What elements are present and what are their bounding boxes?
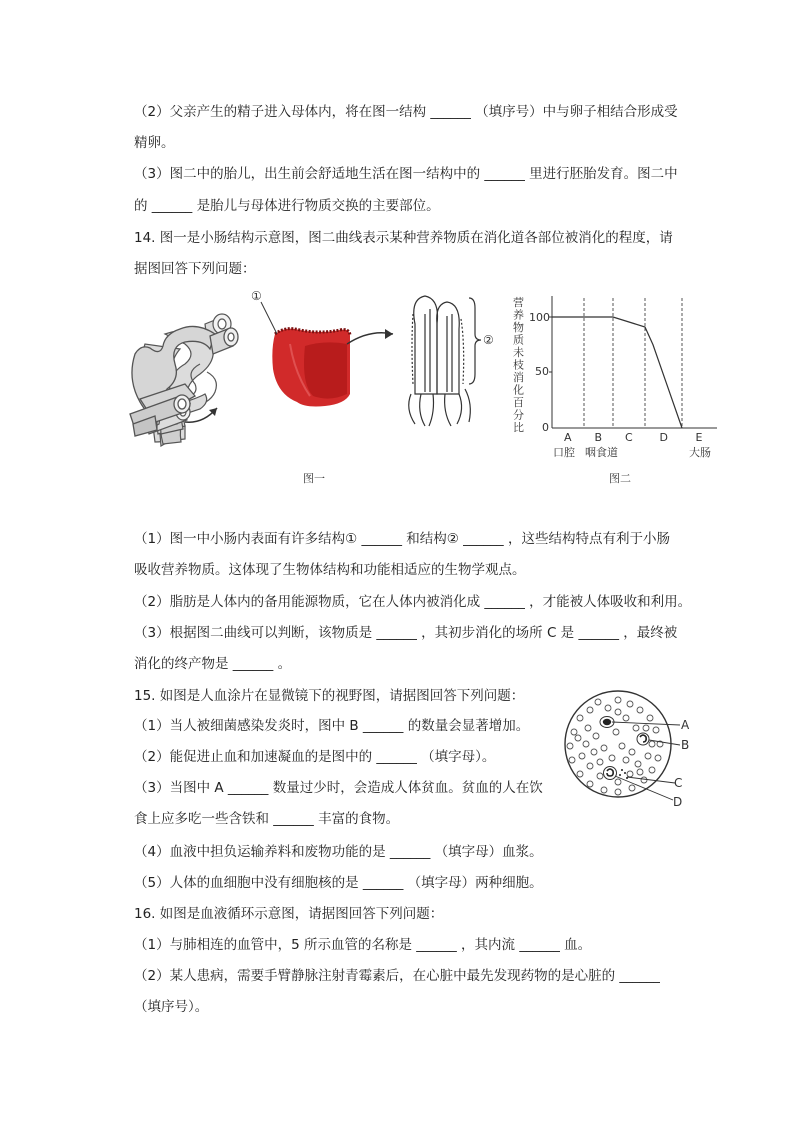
chart-sub-mouth: 口腔 (553, 446, 575, 459)
figure-2-caption: 图二 (609, 472, 631, 485)
chart-category-D: D (659, 431, 668, 444)
chart-ylabel-char: 枝 (513, 358, 524, 372)
villi-brace (469, 298, 481, 384)
figure-1-caption: 图一 (303, 472, 325, 485)
chart-sub-pharynx-esophagus: 咽食道 (585, 446, 618, 459)
q15-stem: 15. 如图是人血涂片在显微镜下的视野图，请据图回答下列问题： (134, 688, 525, 704)
chart-ylabel-char: 营 (513, 296, 524, 309)
q16-line-2b: （填序号）。 (134, 999, 209, 1015)
chart-y-label (513, 295, 524, 434)
chart-ylabel-char: 质 (513, 333, 524, 347)
q14-stem-b: 据图回答下列问题： (134, 261, 256, 277)
q13-line-3b: 的 ______ 是胎儿与母体进行物质交换的主要部位。 (134, 198, 440, 214)
label-D: D (673, 795, 683, 809)
chart-ylabel-char: 未 (513, 346, 524, 359)
q14-stem-a: 14. 图一是小肠结构示意图，图二曲线表示某种营养物质在消化道各部位被消化的程度，请 (134, 230, 673, 246)
chart-sub-large-intestine: 大肠 (689, 446, 711, 459)
q15-line-4: （4）血液中担负运输养料和废物功能的是 ______ （填字母）血浆。 (134, 844, 543, 860)
blood-smear-figure (560, 688, 700, 813)
chart-series-line (552, 317, 682, 428)
label-C: C (674, 776, 683, 790)
chart-category-B: B (594, 431, 603, 444)
label-1: ① (251, 289, 262, 303)
q16-line-1: （1）与肺相连的血管中，5 所示血管的名称是 ______ ，其内流 ______ 血。 (134, 937, 592, 953)
q14-line-3a: （3）根据图二曲线可以判断，该物质是 ______ ，其初步消化的场所 C 是 ______ ，最终被 (134, 625, 678, 641)
chart-ylabel-char: 比 (513, 421, 524, 434)
chart-ylabel-char: 物 (513, 321, 524, 334)
chart-ylabel-char: 消 (513, 371, 524, 384)
q13-line-2a: （2）父亲产生的精子进入母体内，将在图一结构 ______ （填序号）中与卵子相结合形成受 (134, 104, 678, 120)
chart-tick-50: 50 (535, 365, 549, 378)
circular-fold-drawing (272, 329, 350, 407)
q15-line-3a: （3）当图中 A ______ 数量过少时，会造成人体贫血。贫血的人在饮 (134, 780, 543, 796)
q14-line-1a: （1）图一中小肠内表面有许多结构① ______ 和结构② ______ ，这些结构特点有利于小肠 (134, 531, 670, 547)
label-2: ② (483, 333, 494, 347)
q15-line-5: （5）人体的血细胞中没有细胞核的是 ______ （填字母）两种细胞。 (134, 875, 543, 891)
q14-line-3b: 消化的终产物是 ______ 。 (134, 656, 292, 672)
q13-line-2b: 精卵。 (134, 135, 175, 151)
chart-tick-0: 0 (542, 421, 549, 434)
q14-line-2: （2）脂肪是人体内的备用能源物质，它在人体内被消化成 ______ ，才能被人体吸收和利用。 (134, 594, 692, 610)
small-intestine-figure (125, 284, 505, 489)
villi-drawing (409, 296, 471, 426)
q13-line-3a: （3）图二中的胎儿，出生前会舒适地生活在图一结构中的 ______ 里进行胚胎发育。图二中 (134, 166, 678, 182)
q14-line-1b: 吸收营养物质。这体现了生物体结构和功能相适应的生物学观点。 (134, 562, 526, 578)
chart-category-E: E (695, 431, 703, 444)
q16-stem: 16. 如图是血液循环示意图，请据图回答下列问题： (134, 906, 444, 922)
chart-segment-labels (564, 431, 703, 444)
digestion-chart (505, 290, 730, 490)
white-blood-cell-A (600, 717, 614, 728)
label-1-leader (261, 302, 277, 334)
q16-line-2a: （2）某人患病，需要手臂静脉注射青霉素后，在心脏中最先发现药物的是心脏的 ______ (134, 968, 660, 984)
chart-ylabel-char: 化 (513, 383, 524, 397)
label-A: A (681, 718, 690, 732)
white-blood-cell-D (604, 767, 617, 780)
q15-line-1: （1）当人被细菌感染发炎时，图中 B ______ 的数量会显著增加。 (134, 718, 530, 734)
chart-ylabel-char: 养 (513, 308, 524, 322)
q15-line-2: （2）能促进止血和加速凝血的是图中的 ______ （填字母）。 (134, 749, 496, 765)
q15-line-3b: 食上应多吃一些含铁和 ______ 丰富的食物。 (134, 811, 400, 827)
chart-category-C: C (625, 431, 633, 444)
chart-category-A: A (564, 431, 572, 444)
chart-tick-100: 100 (529, 311, 550, 324)
label-B: B (681, 738, 690, 752)
white-blood-cell-B (637, 733, 649, 745)
chart-ylabel-char: 分 (513, 408, 524, 422)
chart-ylabel-char: 百 (513, 396, 524, 409)
